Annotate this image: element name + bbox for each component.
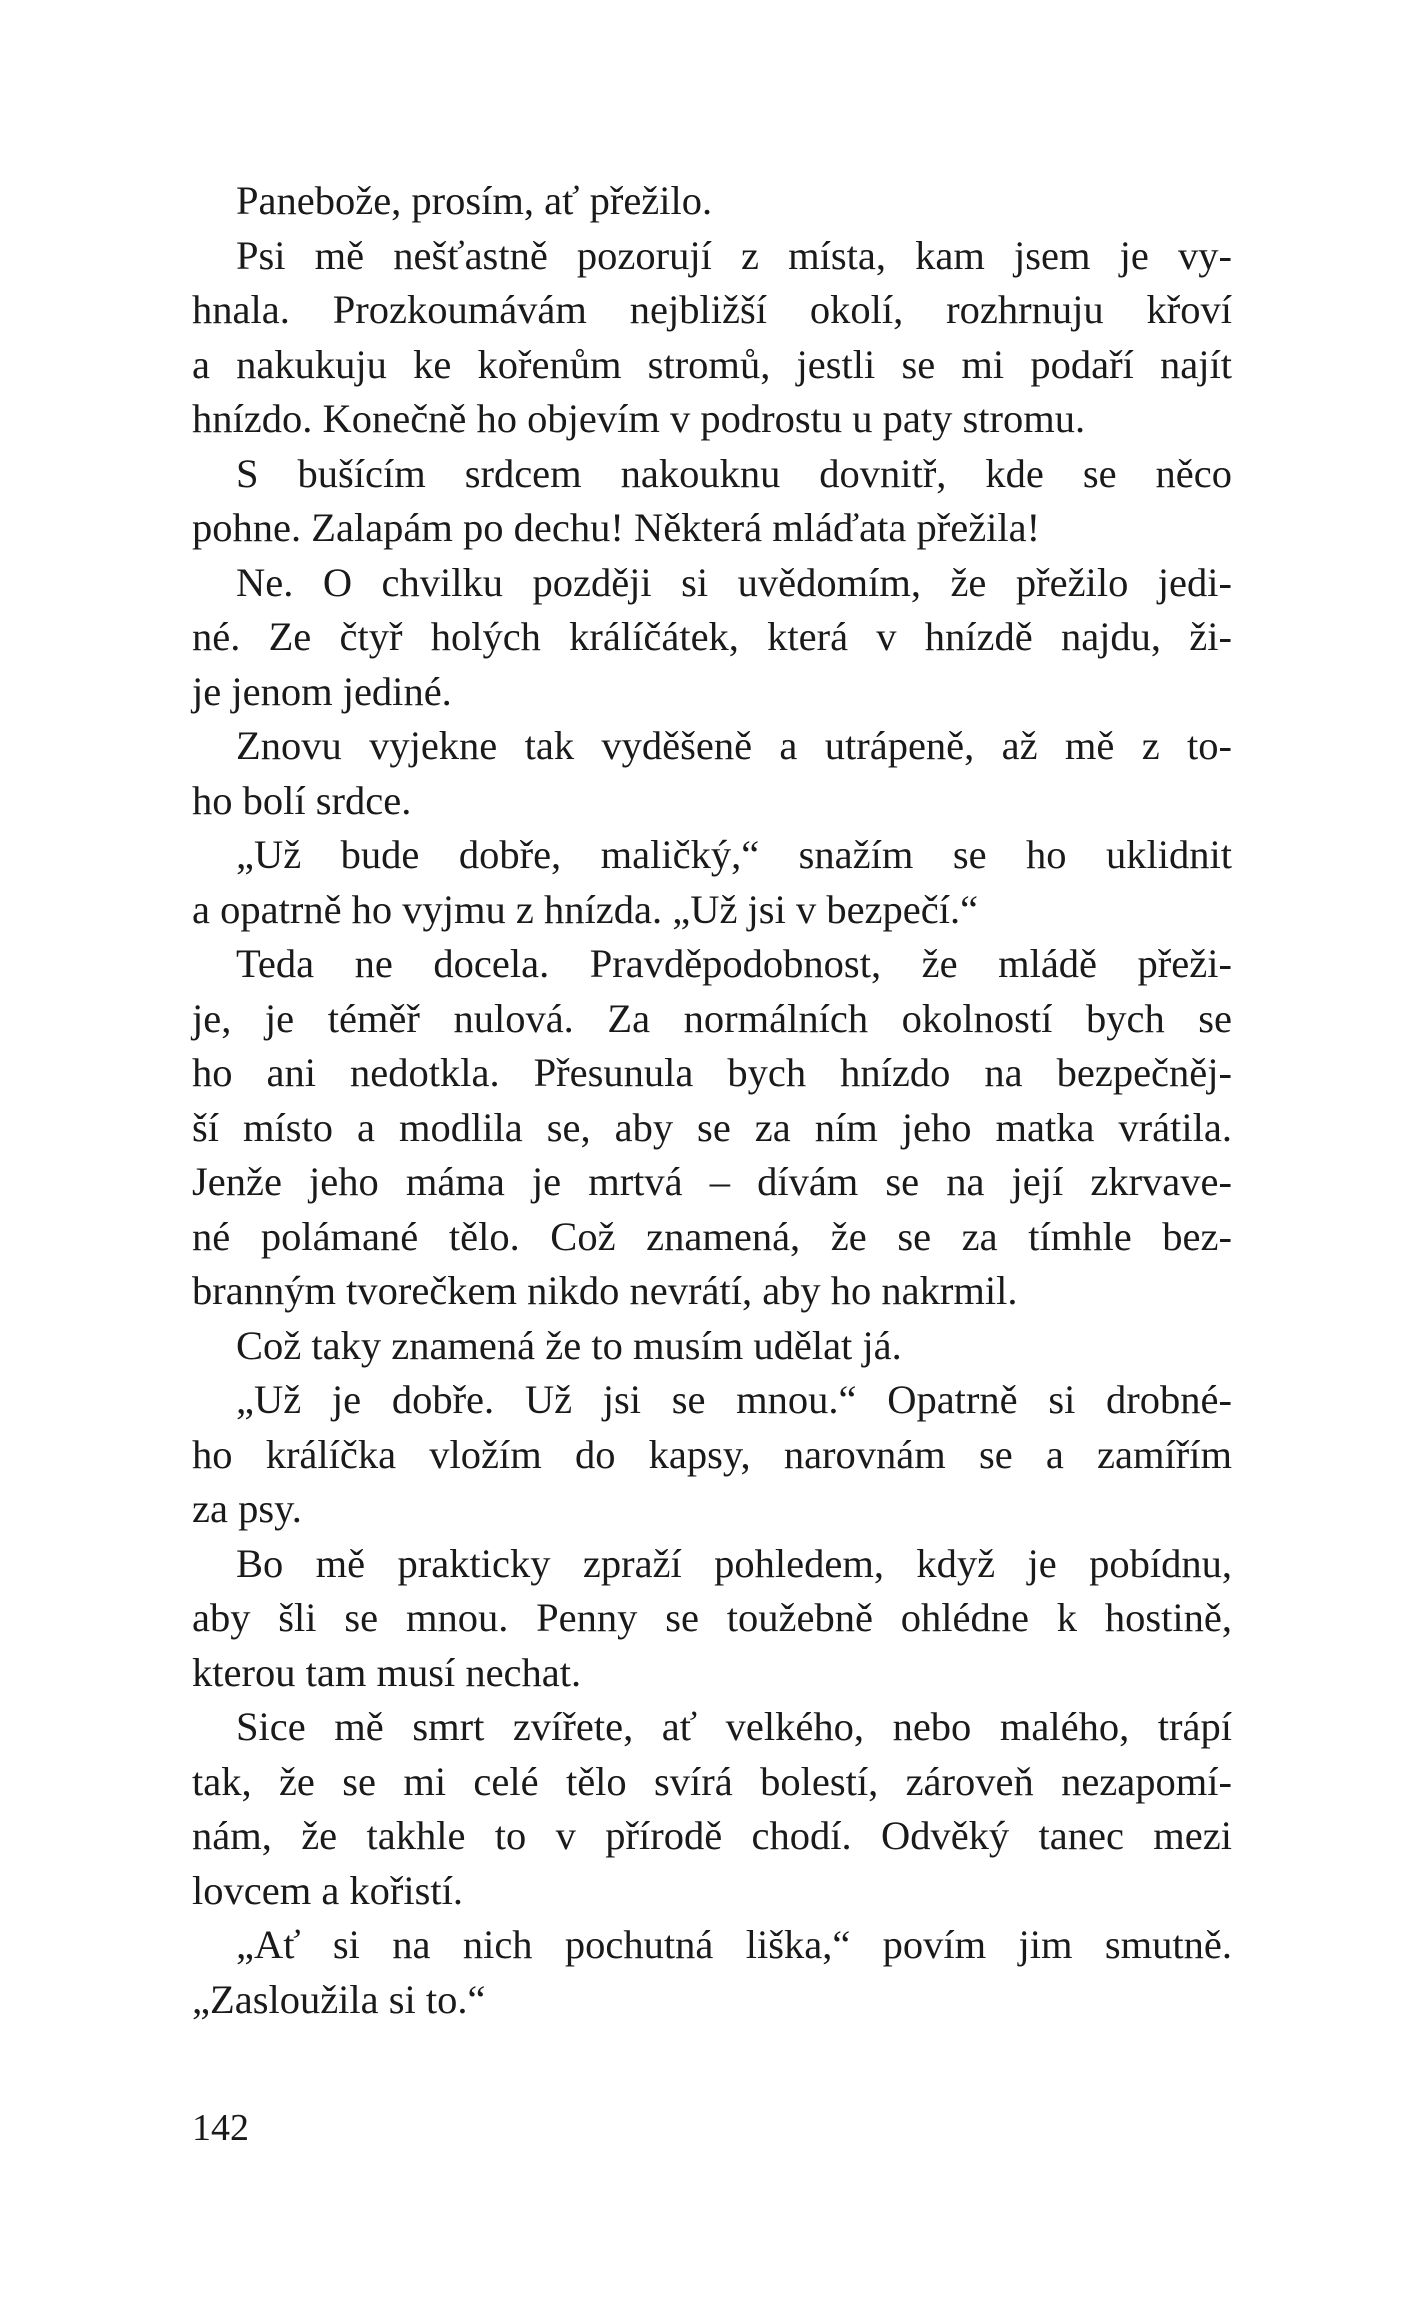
- text-line: kterou tam musí nechat.: [192, 1649, 582, 1695]
- text-line: Ne. O chvilku později si uvědomím, že přežilo jedi-: [236, 559, 1232, 605]
- text-line: Znovu vyjekne tak vyděšeně a utrápeně, až mě z to-: [236, 723, 1232, 768]
- text-line: lovcem a kořistí.: [192, 1867, 464, 1913]
- text-line: ší místo a modlila se, aby se za ním jeho matka vrátila.: [192, 1104, 1232, 1150]
- text-line: ho králíčka vložím do kapsy, narovnám se a zamířím: [192, 1431, 1232, 1477]
- text-line: a nakukuju ke kořenům stromů, jestli se mi podaří najít: [192, 341, 1232, 387]
- text-line: „Ať si na nich pochutná liška,“ povím jim smutně.: [236, 1922, 1232, 1967]
- text-line: za psy.: [192, 1486, 302, 1531]
- body-text: [192, 174, 1232, 2027]
- text-line: tak, že se mi celé tělo svírá bolestí, zároveň nezapomí-: [192, 1758, 1232, 1804]
- page-number: 142: [192, 2107, 249, 2149]
- text-line: je, je téměř nulová. Za normálních okolností bych se: [192, 995, 1232, 1041]
- text-line: aby šli se mnou. Penny se toužebně ohlédne k hostině,: [192, 1595, 1232, 1640]
- text-line: hnala. Prozkoumávám nejbližší okolí, rozhrnuju křoví: [192, 287, 1232, 332]
- text-line: branným tvorečkem nikdo nevrátí, aby ho nakrmil.: [192, 1268, 1018, 1313]
- text-line: ho bolí srdce.: [192, 777, 412, 823]
- text-line: S bušícím srdcem nakouknu dovnitř, kde se něco: [236, 450, 1232, 496]
- text-line: né. Ze čtyř holých králíčátek, která v hnízdě najdu, ži-: [192, 614, 1232, 659]
- text-line: né polámané tělo. Což znamená, že se za tímhle bez-: [192, 1213, 1232, 1259]
- text-line: „Zasloužila si to.“: [192, 1976, 486, 2022]
- text-line: Jenže jeho máma je mrtvá – dívám se na její zkrvave-: [192, 1159, 1232, 1204]
- text-line: „Už bude dobře, maličký,“ snažím se ho uklidnit: [236, 832, 1232, 877]
- text-line: Psi mě nešťastně pozorují z místa, kam jsem je vy-: [236, 232, 1232, 278]
- text-line: ho ani nedotkla. Přesunula bych hnízdo na bezpečněj-: [192, 1050, 1232, 1095]
- text-line: Sice mě smrt zvířete, ať velkého, nebo malého, trápí: [236, 1704, 1232, 1749]
- text-line: Což taky znamená že to musím udělat já.: [236, 1322, 902, 1368]
- text-line: pohne. Zalapám po dechu! Některá mláďata přežila!: [192, 505, 1041, 550]
- text-line: Bo mě prakticky zpraží pohledem, když je pobídnu,: [236, 1540, 1232, 1586]
- text-line: nám, že takhle to v přírodě chodí. Odvěký tanec mezi: [192, 1813, 1232, 1858]
- text-line: Teda ne docela. Pravděpodobnost, že mládě přeži-: [236, 941, 1232, 986]
- text-line: Panebože, prosím, ať přežilo.: [236, 178, 713, 223]
- text-line: hnízdo. Konečně ho objevím v podrostu u paty stromu.: [192, 396, 1086, 441]
- text-line: „Už je dobře. Už jsi se mnou.“ Opatrně si drobné-: [236, 1377, 1232, 1422]
- text-line: a opatrně ho vyjmu z hnízda. „Už jsi v bezpečí.“: [192, 886, 979, 932]
- text-line: je jenom jediné.: [192, 668, 452, 714]
